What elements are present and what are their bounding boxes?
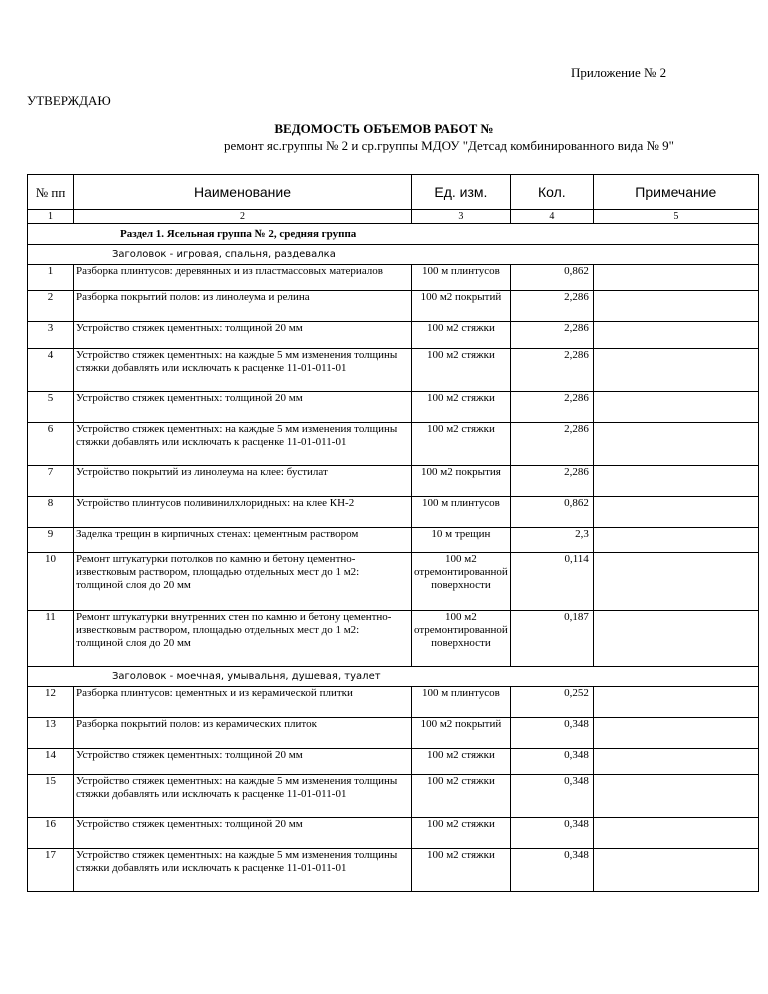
item-note xyxy=(593,818,758,849)
subheader-title: Заголовок - моечная, умывальня, душевая, туалет xyxy=(28,667,759,687)
table-row xyxy=(28,291,759,322)
item-name: Разборка покрытий полов: из керамических плиток xyxy=(74,718,412,749)
item-unit: 100 м2 стяжки xyxy=(412,322,511,349)
item-number: 10 xyxy=(28,553,74,611)
item-number: 2 xyxy=(28,291,74,322)
item-note xyxy=(593,392,758,423)
column-number: 3 xyxy=(412,210,511,224)
col-header-name: Наименование xyxy=(74,175,412,210)
subheader-title: Заголовок - игровая, спальня, раздевалка xyxy=(28,245,759,265)
item-note xyxy=(593,611,758,667)
item-note xyxy=(593,349,758,392)
item-name: Устройство стяжек цементных: на каждые 5 мм изменения толщины стяжки добавлять или исключать к расценке 11-01-011-01 xyxy=(74,775,412,818)
item-unit: 100 м2 стяжки xyxy=(412,775,511,818)
item-name: Устройство стяжек цементных: толщиной 20 мм xyxy=(74,322,412,349)
item-name: Устройство стяжек цементных: толщиной 20 мм xyxy=(74,392,412,423)
item-unit: 100 м2 отремонтированной поверхности xyxy=(412,553,511,611)
item-name: Ремонт штукатурки потолков по камню и бетону цементно-известковым раствором, площадью отдельных мест до 1 м2: толщиной слоя до 20 мм xyxy=(74,553,412,611)
item-note xyxy=(593,718,758,749)
item-unit: 100 м2 стяжки xyxy=(412,749,511,775)
item-number: 13 xyxy=(28,718,74,749)
item-number: 8 xyxy=(28,497,74,528)
item-number: 14 xyxy=(28,749,74,775)
item-quantity: 2,286 xyxy=(510,423,593,466)
item-quantity: 2,286 xyxy=(510,392,593,423)
item-quantity: 2,286 xyxy=(510,291,593,322)
table-row xyxy=(28,528,759,553)
item-name: Устройство стяжек цементных: толщиной 20 мм xyxy=(74,818,412,849)
item-note xyxy=(593,849,758,892)
column-number: 5 xyxy=(593,210,758,224)
item-name: Разборка плинтусов: цементных и из керамической плитки xyxy=(74,687,412,718)
col-header-note: Примечание xyxy=(593,175,758,210)
item-unit: 100 м2 отремонтированной поверхности xyxy=(412,611,511,667)
item-name: Устройство плинтусов поливинилхлоридных: на клее КН-2 xyxy=(74,497,412,528)
table-row xyxy=(28,553,759,611)
item-quantity: 0,348 xyxy=(510,775,593,818)
column-number: 1 xyxy=(28,210,74,224)
item-number: 11 xyxy=(28,611,74,667)
table-row xyxy=(28,265,759,291)
item-quantity: 0,348 xyxy=(510,749,593,775)
document-subtitle: ремонт яс.группы № 2 и ср.группы МДОУ "Детсад комбинированного вида № 9" xyxy=(224,138,674,153)
item-quantity: 2,286 xyxy=(510,349,593,392)
item-unit: 100 м2 стяжки xyxy=(412,392,511,423)
item-number: 1 xyxy=(28,265,74,291)
item-quantity: 2,286 xyxy=(510,322,593,349)
table-row xyxy=(28,611,759,667)
item-quantity: 0,862 xyxy=(510,497,593,528)
item-number: 17 xyxy=(28,849,74,892)
table-row xyxy=(28,849,759,892)
item-name: Устройство стяжек цементных: на каждые 5 мм изменения толщины стяжки добавлять или исключать к расценке 11-01-011-01 xyxy=(74,423,412,466)
approve-label: УТВЕРЖДАЮ xyxy=(27,93,111,108)
item-note xyxy=(593,466,758,497)
item-quantity: 0,348 xyxy=(510,818,593,849)
item-name: Ремонт штукатурки внутренних стен по камню и бетону цементно-известковым раствором, площадью отдельных мест до 1 м2: толщиной слоя до 20 мм xyxy=(74,611,412,667)
table-header-row xyxy=(28,175,759,210)
appendix-label: Приложение № 2 xyxy=(571,65,667,80)
table-row xyxy=(28,749,759,775)
item-note xyxy=(593,749,758,775)
item-unit: 100 м2 стяжки xyxy=(412,818,511,849)
works-table xyxy=(27,174,759,892)
item-unit: 100 м плинтусов xyxy=(412,497,511,528)
item-quantity: 0,187 xyxy=(510,611,593,667)
column-number-row xyxy=(28,210,759,224)
item-note xyxy=(593,322,758,349)
col-header-qty: Кол. xyxy=(510,175,593,210)
item-quantity: 2,3 xyxy=(510,528,593,553)
column-number: 2 xyxy=(74,210,412,224)
item-number: 4 xyxy=(28,349,74,392)
subheader-row xyxy=(28,245,759,265)
table-row xyxy=(28,349,759,392)
item-number: 6 xyxy=(28,423,74,466)
subheader-row xyxy=(28,667,759,687)
item-name: Разборка покрытий полов: из линолеума и релина xyxy=(74,291,412,322)
table-row xyxy=(28,775,759,818)
table-row xyxy=(28,497,759,528)
item-number: 12 xyxy=(28,687,74,718)
item-unit: 100 м2 покрытий xyxy=(412,718,511,749)
item-note xyxy=(593,687,758,718)
item-note xyxy=(593,553,758,611)
item-note xyxy=(593,265,758,291)
table-row xyxy=(28,392,759,423)
item-note xyxy=(593,291,758,322)
item-quantity: 0,862 xyxy=(510,265,593,291)
item-unit: 100 м2 покрытия xyxy=(412,466,511,497)
item-name: Устройство стяжек цементных: толщиной 20 мм xyxy=(74,749,412,775)
section-row xyxy=(28,224,759,245)
item-number: 9 xyxy=(28,528,74,553)
item-name: Устройство покрытий из линолеума на клее: бустилат xyxy=(74,466,412,497)
table-row xyxy=(28,423,759,466)
item-name: Устройство стяжек цементных: на каждые 5 мм изменения толщины стяжки добавлять или исключать к расценке 11-01-011-01 xyxy=(74,849,412,892)
table-row xyxy=(28,466,759,497)
item-quantity: 2,286 xyxy=(510,466,593,497)
column-number: 4 xyxy=(510,210,593,224)
item-number: 5 xyxy=(28,392,74,423)
item-unit: 100 м2 стяжки xyxy=(412,849,511,892)
item-note xyxy=(593,423,758,466)
col-header-no: № пп xyxy=(28,175,74,210)
item-number: 16 xyxy=(28,818,74,849)
table-row xyxy=(28,818,759,849)
item-unit: 100 м2 покрытий xyxy=(412,291,511,322)
item-number: 3 xyxy=(28,322,74,349)
item-unit: 10 м трещин xyxy=(412,528,511,553)
col-header-unit: Ед. изм. xyxy=(412,175,511,210)
item-name: Заделка трещин в кирпичных стенах: цементным раствором xyxy=(74,528,412,553)
item-quantity: 0,348 xyxy=(510,849,593,892)
item-unit: 100 м2 стяжки xyxy=(412,349,511,392)
item-unit: 100 м плинтусов xyxy=(412,687,511,718)
document-title: ВЕДОМОСТЬ ОБЪЕМОВ РАБОТ № xyxy=(274,121,494,136)
table-row xyxy=(28,687,759,718)
item-number: 15 xyxy=(28,775,74,818)
item-unit: 100 м плинтусов xyxy=(412,265,511,291)
item-note xyxy=(593,528,758,553)
item-note xyxy=(593,775,758,818)
section-title: Раздел 1. Ясельная группа № 2, средняя группа xyxy=(28,224,759,245)
item-quantity: 0,252 xyxy=(510,687,593,718)
table-row xyxy=(28,322,759,349)
item-quantity: 0,114 xyxy=(510,553,593,611)
item-name: Устройство стяжек цементных: на каждые 5 мм изменения толщины стяжки добавлять или исключать к расценке 11-01-011-01 xyxy=(74,349,412,392)
item-unit: 100 м2 стяжки xyxy=(412,423,511,466)
item-note xyxy=(593,497,758,528)
table-row xyxy=(28,718,759,749)
item-number: 7 xyxy=(28,466,74,497)
item-quantity: 0,348 xyxy=(510,718,593,749)
item-name: Разборка плинтусов: деревянных и из пластмассовых материалов xyxy=(74,265,412,291)
